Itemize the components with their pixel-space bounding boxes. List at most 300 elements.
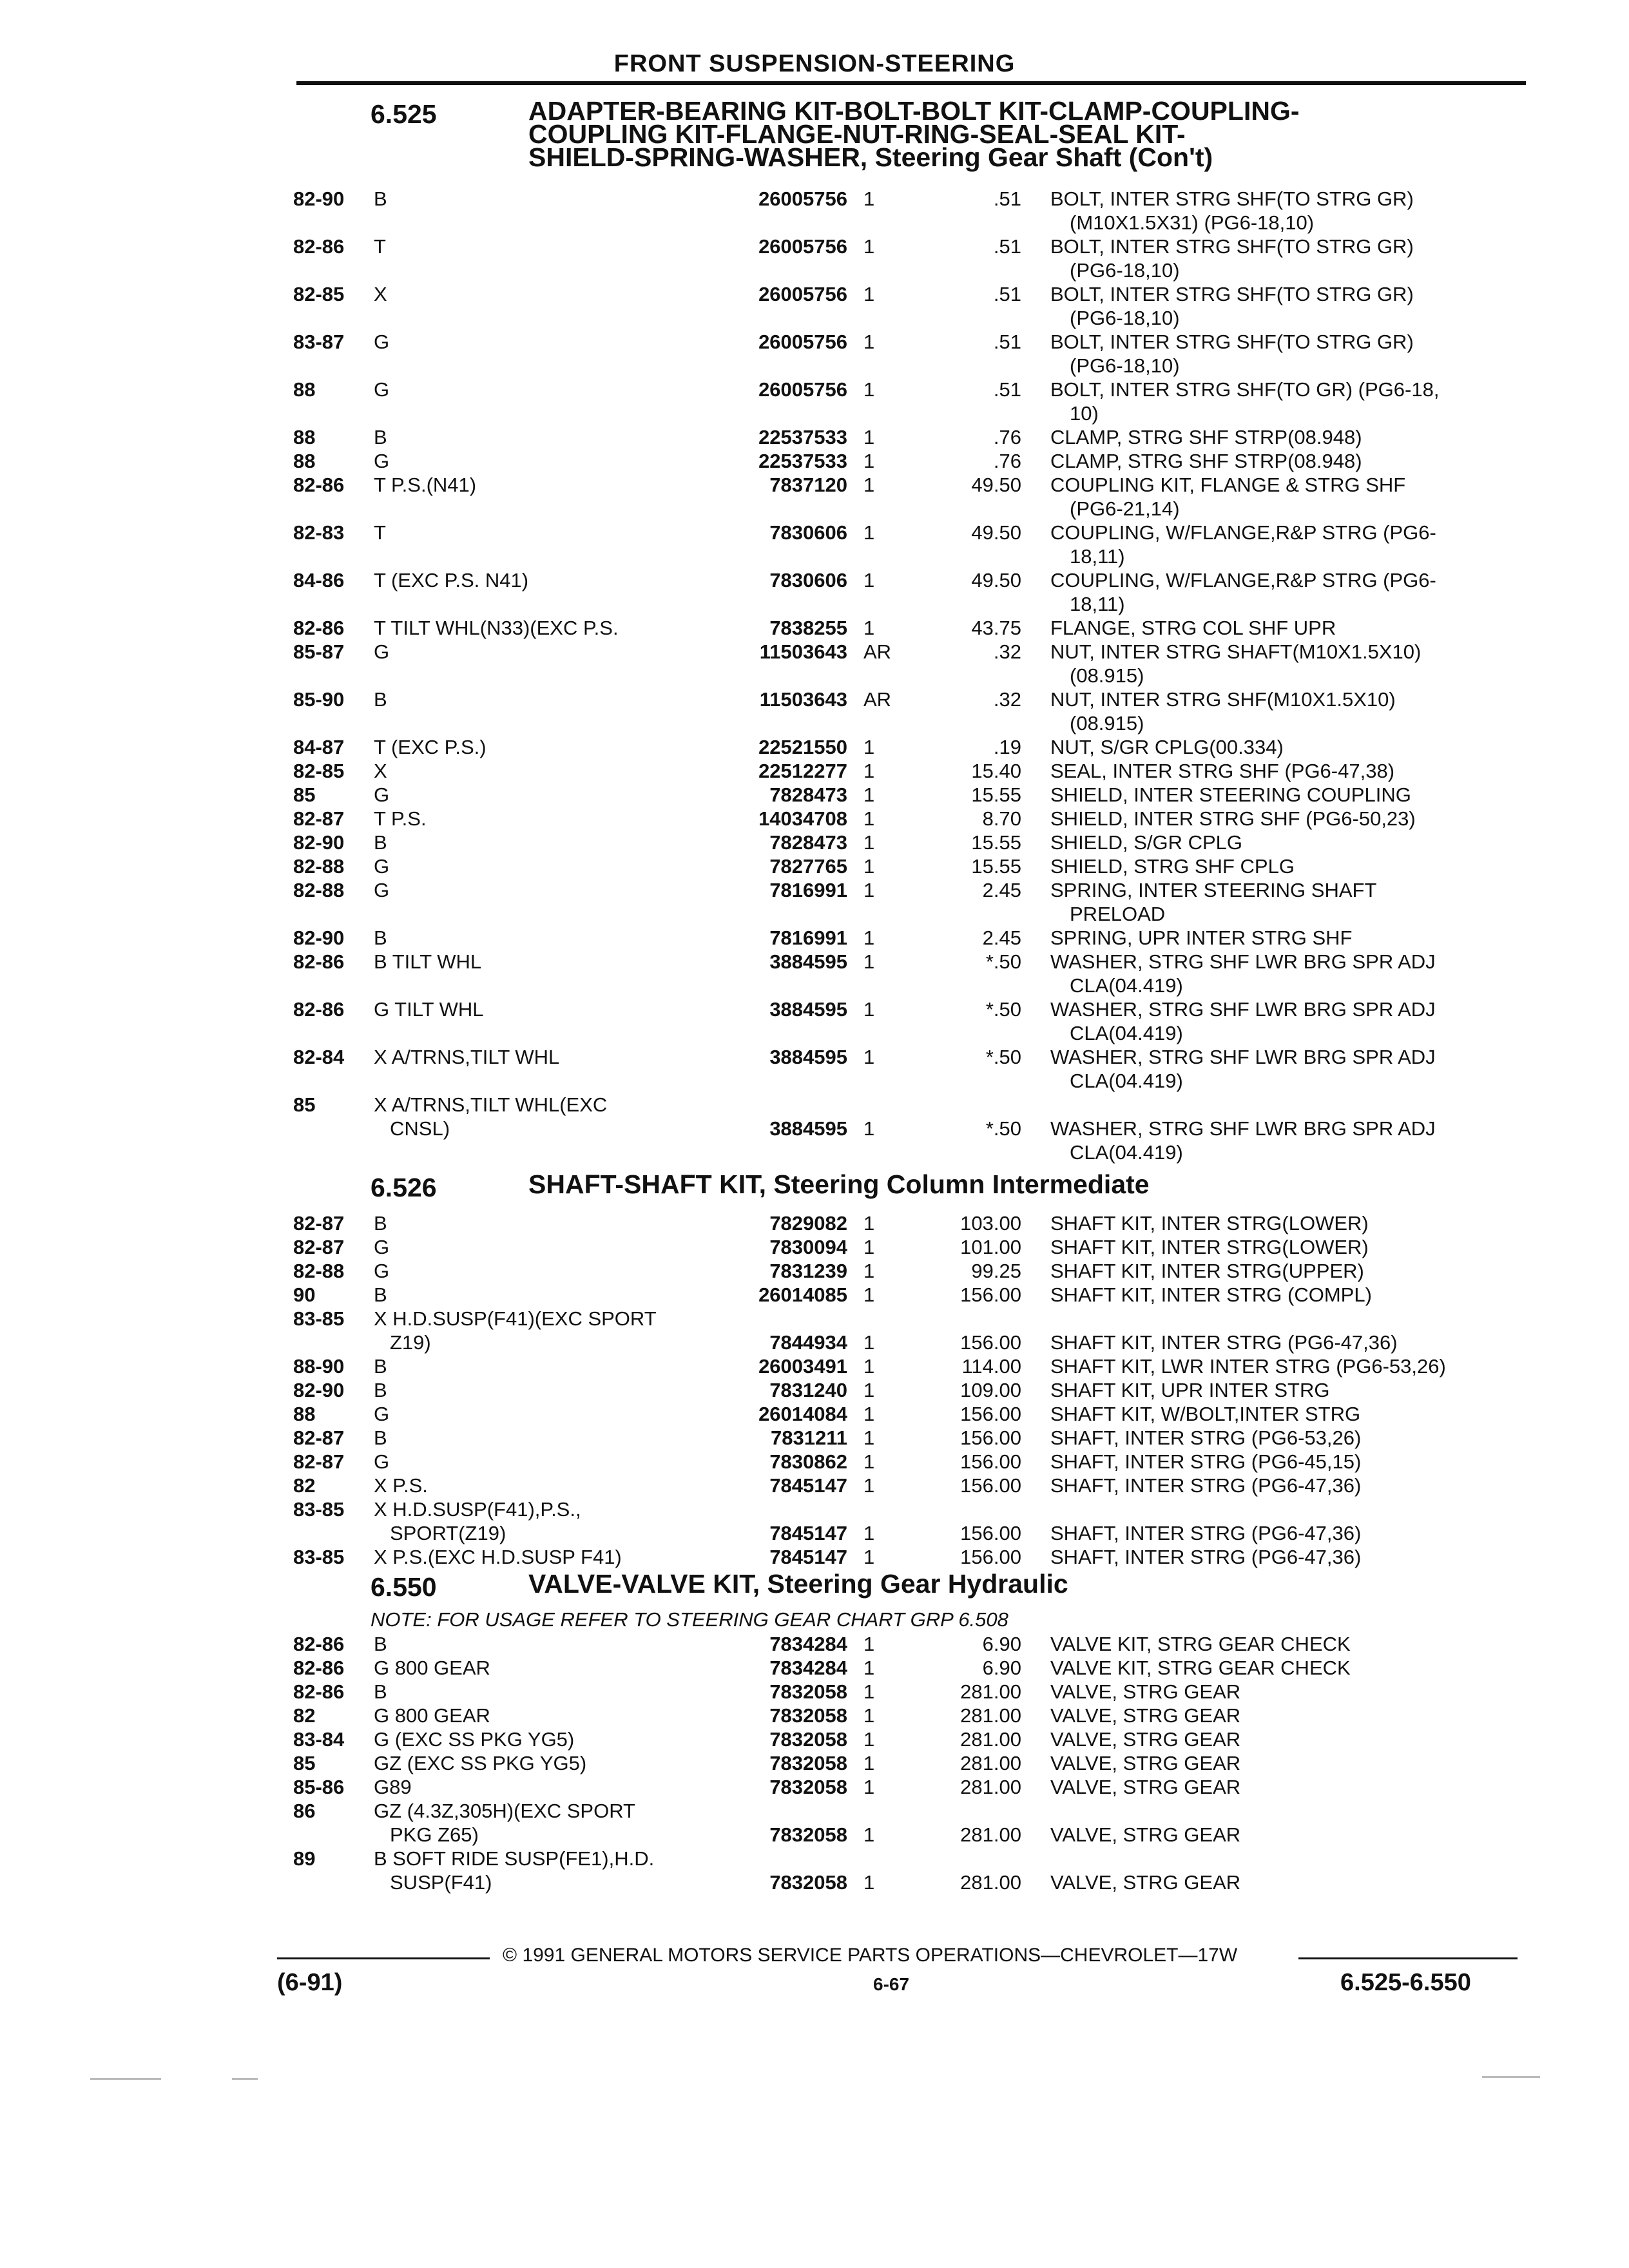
year-range: 82-85 [293, 283, 345, 305]
description-continued: (PG6-18,10) [1070, 307, 1180, 329]
table-row [0, 521, 1629, 568]
description: CLAMP, STRG SHF STRP(08.948) [1050, 426, 1362, 448]
year-range: 85-87 [293, 640, 345, 663]
table-row [0, 831, 1629, 854]
model-code: X P.S.(EXC H.D.SUSP F41) [374, 1546, 622, 1568]
part-number: 3884595 [769, 998, 847, 1021]
price: 15.40 [971, 760, 1021, 782]
table-row [0, 878, 1629, 926]
part-number: 3884595 [769, 1046, 847, 1068]
table-row [0, 783, 1629, 807]
table-row [0, 1474, 1629, 1497]
year-range: 82-90 [293, 1379, 345, 1401]
description-continued: (PG6-21,14) [1070, 497, 1180, 520]
description: BOLT, INTER STRG SHF(TO STRG GR) [1050, 283, 1414, 305]
price: .19 [993, 736, 1021, 758]
price: 156.00 [960, 1450, 1021, 1473]
table-row [0, 378, 1629, 425]
table-row [0, 616, 1629, 640]
table-row [0, 854, 1629, 878]
model-code: G [374, 378, 390, 401]
description-continued: PRELOAD [1070, 903, 1166, 925]
part-number: 26005756 [758, 235, 847, 258]
section-name-line: COUPLING KIT-FLANGE-NUT-RING-SEAL-SEAL KIT- [528, 119, 1186, 149]
table-row [0, 1545, 1629, 1569]
page-title: FRONT SUSPENSION-STEERING [613, 50, 1016, 77]
model-code-continued: CNSL) [390, 1117, 450, 1140]
price: 156.00 [960, 1331, 1021, 1354]
year-range: 83-87 [293, 331, 345, 353]
quantity: 1 [863, 331, 875, 353]
description: VALVE, STRG GEAR [1050, 1871, 1241, 1894]
quantity: 1 [863, 760, 875, 782]
price: 281.00 [960, 1871, 1021, 1894]
quantity: 1 [863, 1427, 875, 1449]
description: BOLT, INTER STRG SHF(TO STRG GR) [1050, 235, 1414, 258]
description: CLAMP, STRG SHF STRP(08.948) [1050, 450, 1362, 472]
model-code: GZ (4.3Z,305H)(EXC SPORT [374, 1800, 635, 1822]
part-number: 7838255 [769, 617, 847, 639]
description-continued: (PG6-18,10) [1070, 259, 1180, 282]
quantity: 1 [863, 1403, 875, 1425]
description-continued: CLA(04.419) [1070, 1022, 1183, 1044]
table-row [0, 1045, 1629, 1093]
table-row [0, 1497, 1629, 1545]
part-number: 7834284 [769, 1633, 847, 1655]
year-range: 82-86 [293, 1657, 345, 1679]
model-code: T P.S. [374, 807, 427, 830]
price: 281.00 [960, 1823, 1021, 1846]
year-range: 88 [293, 426, 316, 448]
scan-mark [90, 2078, 161, 2080]
model-code: G [374, 879, 390, 901]
part-number: 7831239 [769, 1260, 847, 1282]
price: .51 [993, 331, 1021, 353]
year-range: 82-87 [293, 1450, 345, 1473]
price: 6.90 [982, 1633, 1021, 1655]
year-range: 82-86 [293, 617, 345, 639]
model-code: X H.D.SUSP(F41)(EXC SPORT [374, 1307, 657, 1330]
part-number: 7816991 [769, 879, 847, 901]
price: 281.00 [960, 1776, 1021, 1798]
table-row [0, 1704, 1629, 1727]
description: SHIELD, INTER STEERING COUPLING [1050, 783, 1411, 806]
part-number: 26005756 [758, 378, 847, 401]
model-code: GZ (EXC SS PKG YG5) [374, 1752, 587, 1774]
quantity: 1 [863, 187, 875, 210]
scan-mark [232, 2078, 258, 2080]
table-row [0, 282, 1629, 330]
model-code: G [374, 783, 390, 806]
section-number: 6.526 [371, 1173, 437, 1202]
quantity: 1 [863, 1728, 875, 1751]
table-row [0, 640, 1629, 687]
model-code: B [374, 426, 387, 448]
quantity: 1 [863, 1776, 875, 1798]
price: .76 [993, 450, 1021, 472]
table-row [0, 449, 1629, 473]
year-range: 83-85 [293, 1307, 345, 1330]
quantity: 1 [863, 283, 875, 305]
description-continued: CLA(04.419) [1070, 974, 1183, 997]
part-number: 7830094 [769, 1236, 847, 1258]
model-code: T P.S.(N41) [374, 474, 477, 496]
part-number: 22537533 [758, 450, 847, 472]
part-number: 7832058 [769, 1704, 847, 1727]
year-range: 89 [293, 1847, 316, 1870]
year-range: 82-86 [293, 950, 345, 973]
table-row [0, 1235, 1629, 1259]
quantity: 1 [863, 1704, 875, 1727]
quantity: 1 [863, 1379, 875, 1401]
year-range: 85 [293, 1752, 316, 1774]
price: 6.90 [982, 1657, 1021, 1679]
model-code: B [374, 1283, 387, 1306]
part-number: 11503643 [759, 688, 847, 711]
quantity: AR [863, 688, 892, 711]
year-range: 88-90 [293, 1355, 345, 1378]
year-range: 82 [293, 1474, 316, 1497]
year-range: 82-88 [293, 879, 345, 901]
footer-copyright: © 1991 GENERAL MOTORS SERVICE PARTS OPERATIONS—CHEVROLET—17W [503, 1945, 1238, 1966]
model-code-continued: Z19) [390, 1331, 431, 1354]
part-number: 14034708 [758, 807, 847, 830]
description: SPRING, UPR INTER STRG SHF [1050, 927, 1353, 949]
description: COUPLING KIT, FLANGE & STRG SHF [1050, 474, 1406, 496]
part-number: 26014085 [758, 1283, 847, 1306]
description-continued: (PG6-18,10) [1070, 354, 1180, 377]
price: *.50 [985, 1117, 1021, 1140]
quantity: 1 [863, 1752, 875, 1774]
quantity: 1 [863, 474, 875, 496]
year-range: 85 [293, 1093, 316, 1116]
description-continued: (08.915) [1070, 664, 1144, 687]
table-row [0, 1680, 1629, 1704]
price: 15.55 [971, 855, 1021, 878]
table-row [0, 425, 1629, 449]
description: VALVE KIT, STRG GEAR CHECK [1050, 1657, 1351, 1679]
price: 114.00 [961, 1355, 1021, 1378]
price: 43.75 [971, 617, 1021, 639]
model-code: X P.S. [374, 1474, 428, 1497]
description: SHAFT KIT, UPR INTER STRG [1050, 1379, 1330, 1401]
footer-rule [277, 1957, 490, 1959]
model-code: T TILT WHL(N33)(EXC P.S. [374, 617, 619, 639]
quantity: 1 [863, 1260, 875, 1282]
section-name-line: SHIELD-SPRING-WASHER, Steering Gear Shaft (Con't) [528, 142, 1213, 172]
quantity: 1 [863, 1236, 875, 1258]
quantity: 1 [863, 1046, 875, 1068]
price: .51 [993, 235, 1021, 258]
quantity: 1 [863, 450, 875, 472]
quantity: 1 [863, 1450, 875, 1473]
year-range: 85 [293, 783, 316, 806]
year-range: 82-90 [293, 187, 345, 210]
year-range: 82-87 [293, 1427, 345, 1449]
model-code: G89 [374, 1776, 412, 1798]
model-code: X A/TRNS,TILT WHL(EXC [374, 1093, 608, 1116]
price: 281.00 [960, 1704, 1021, 1727]
quantity: 1 [863, 927, 875, 949]
price: *.50 [985, 950, 1021, 973]
table-row [0, 1775, 1629, 1799]
description: SHAFT KIT, INTER STRG (COMPL) [1050, 1283, 1372, 1306]
model-code: G [374, 331, 390, 353]
year-range: 82-90 [293, 927, 345, 949]
model-code: G [374, 450, 390, 472]
price: .51 [993, 378, 1021, 401]
description: SHIELD, STRG SHF CPLG [1050, 855, 1295, 878]
year-range: 90 [293, 1283, 316, 1306]
quantity: 1 [863, 1871, 875, 1894]
description: NUT, S/GR CPLG(00.334) [1050, 736, 1284, 758]
price: 49.50 [971, 569, 1021, 591]
table-row [0, 1727, 1629, 1751]
year-range: 82-90 [293, 831, 345, 854]
price: .76 [993, 426, 1021, 448]
model-code: B [374, 1427, 387, 1449]
description-continued: CLA(04.419) [1070, 1070, 1183, 1092]
table-row [0, 950, 1629, 997]
table-row [0, 807, 1629, 831]
table-row [0, 1307, 1629, 1354]
model-code: G [374, 1403, 390, 1425]
year-range: 82-88 [293, 1260, 345, 1282]
year-range: 82-86 [293, 1633, 345, 1655]
table-row [0, 926, 1629, 950]
price: 281.00 [960, 1728, 1021, 1751]
model-code: T [374, 235, 386, 258]
part-number: 7845147 [769, 1474, 847, 1497]
price: *.50 [985, 1046, 1021, 1068]
table-row [0, 1656, 1629, 1680]
model-code: X [374, 760, 387, 782]
model-code: X [374, 283, 387, 305]
model-code: G (EXC SS PKG YG5) [374, 1728, 575, 1751]
model-code: B SOFT RIDE SUSP(FE1),H.D. [374, 1847, 655, 1870]
quantity: 1 [863, 855, 875, 878]
table-row [0, 759, 1629, 783]
description: VALVE, STRG GEAR [1050, 1680, 1241, 1703]
description-continued: CLA(04.419) [1070, 1141, 1183, 1164]
year-range: 83-85 [293, 1546, 345, 1568]
year-range: 82-86 [293, 235, 345, 258]
part-number: 11503643 [759, 640, 847, 663]
year-range: 82-87 [293, 1212, 345, 1235]
table-row [0, 997, 1629, 1045]
part-number: 7832058 [769, 1823, 847, 1846]
description: SEAL, INTER STRG SHF (PG6-47,38) [1050, 760, 1395, 782]
description-continued: (08.915) [1070, 712, 1144, 735]
model-code: G [374, 1450, 390, 1473]
title-rule [296, 81, 1526, 85]
price: 103.00 [960, 1212, 1021, 1235]
table-row [0, 1847, 1629, 1894]
description: VALVE, STRG GEAR [1050, 1823, 1241, 1846]
table-row [0, 568, 1629, 616]
price: 99.25 [971, 1260, 1021, 1282]
price: 49.50 [971, 474, 1021, 496]
description: NUT, INTER STRG SHF(M10X1.5X10) [1050, 688, 1396, 711]
model-code: X H.D.SUSP(F41),P.S., [374, 1498, 581, 1521]
description: COUPLING, W/FLANGE,R&P STRG (PG6- [1050, 569, 1436, 591]
quantity: 1 [863, 1355, 875, 1378]
description: SHAFT KIT, INTER STRG(UPPER) [1050, 1260, 1364, 1282]
part-number: 3884595 [769, 950, 847, 973]
table-row [0, 1632, 1629, 1656]
section-name [528, 1569, 1559, 1599]
quantity: 1 [863, 1823, 875, 1846]
description: SHAFT, INTER STRG (PG6-53,26) [1050, 1427, 1362, 1449]
description: BOLT, INTER STRG SHF(TO GR) (PG6-18, [1050, 378, 1440, 401]
description: BOLT, INTER STRG SHF(TO STRG GR) [1050, 187, 1414, 210]
description-continued: 18,11) [1070, 545, 1125, 568]
part-number: 26005756 [758, 331, 847, 353]
description: SHAFT KIT, INTER STRG (PG6-47,36) [1050, 1331, 1398, 1354]
footer-page-number: 6-67 [873, 1974, 910, 1994]
description: SHAFT KIT, W/BOLT,INTER STRG [1050, 1403, 1361, 1425]
model-code-continued: PKG Z65) [390, 1823, 479, 1846]
description: WASHER, STRG SHF LWR BRG SPR ADJ [1050, 1117, 1436, 1140]
description: VALVE, STRG GEAR [1050, 1752, 1241, 1774]
part-number: 7830606 [769, 569, 847, 591]
description: VALVE, STRG GEAR [1050, 1704, 1241, 1727]
quantity: 1 [863, 569, 875, 591]
part-number: 26005756 [758, 187, 847, 210]
part-number: 7831240 [769, 1379, 847, 1401]
price: 156.00 [960, 1474, 1021, 1497]
table-row [0, 1354, 1629, 1378]
model-code: B [374, 831, 387, 854]
quantity: 1 [863, 998, 875, 1021]
quantity: 1 [863, 1212, 875, 1235]
part-number: 7837120 [769, 474, 847, 496]
part-number: 7829082 [769, 1212, 847, 1235]
price: 281.00 [960, 1752, 1021, 1774]
price: 156.00 [960, 1403, 1021, 1425]
description: SHAFT, INTER STRG (PG6-47,36) [1050, 1522, 1362, 1544]
year-range: 83-84 [293, 1728, 345, 1751]
part-number: 26014084 [758, 1403, 847, 1425]
table-row [0, 1799, 1629, 1847]
description-continued: 18,11) [1070, 593, 1125, 615]
price: 8.70 [982, 807, 1021, 830]
description: SHAFT, INTER STRG (PG6-47,36) [1050, 1546, 1362, 1568]
table-row [0, 1211, 1629, 1235]
table-row [0, 1093, 1629, 1164]
description: VALVE, STRG GEAR [1050, 1776, 1241, 1798]
quantity: 1 [863, 1283, 875, 1306]
part-number: 22537533 [758, 426, 847, 448]
year-range: 82-87 [293, 1236, 345, 1258]
footer-rule [1298, 1957, 1518, 1959]
quantity: 1 [863, 1522, 875, 1544]
model-code: G 800 GEAR [374, 1704, 490, 1727]
table-row [0, 735, 1629, 759]
quantity: 1 [863, 1474, 875, 1497]
model-code: T (EXC P.S.) [374, 736, 487, 758]
year-range: 82-86 [293, 1680, 345, 1703]
year-range: 84-86 [293, 569, 345, 591]
year-range: 82-85 [293, 760, 345, 782]
year-range: 85-90 [293, 688, 345, 711]
quantity: 1 [863, 831, 875, 854]
model-code: B [374, 1633, 387, 1655]
year-range: 85-86 [293, 1776, 345, 1798]
quantity: 1 [863, 426, 875, 448]
section-name-line: SHAFT-SHAFT KIT, Steering Column Intermediate [528, 1169, 1150, 1199]
part-number: 7845147 [769, 1522, 847, 1544]
model-code: G 800 GEAR [374, 1657, 490, 1679]
quantity: 1 [863, 807, 875, 830]
description: WASHER, STRG SHF LWR BRG SPR ADJ [1050, 950, 1436, 973]
quantity: 1 [863, 1680, 875, 1703]
model-code: X A/TRNS,TILT WHL [374, 1046, 560, 1068]
year-range: 82-83 [293, 521, 345, 544]
quantity: 1 [863, 1331, 875, 1354]
model-code: B [374, 187, 387, 210]
description: BOLT, INTER STRG SHF(TO STRG GR) [1050, 331, 1414, 353]
quantity: 1 [863, 879, 875, 901]
year-range: 82-88 [293, 855, 345, 878]
table-row [0, 1378, 1629, 1402]
model-code: G [374, 640, 390, 663]
table-row [0, 1259, 1629, 1283]
description: SPRING, INTER STEERING SHAFT [1050, 879, 1377, 901]
year-range: 82-86 [293, 998, 345, 1021]
model-code: B [374, 927, 387, 949]
part-number: 7830606 [769, 521, 847, 544]
model-code: B [374, 1212, 387, 1235]
table-row [0, 330, 1629, 378]
year-range: 82-84 [293, 1046, 345, 1068]
quantity: AR [863, 640, 892, 663]
quantity: 1 [863, 950, 875, 973]
part-number: 3884595 [769, 1117, 847, 1140]
description: SHAFT KIT, INTER STRG(LOWER) [1050, 1236, 1369, 1258]
price: 15.55 [971, 831, 1021, 854]
description: NUT, INTER STRG SHAFT(M10X1.5X10) [1050, 640, 1422, 663]
model-code: G [374, 1236, 390, 1258]
quantity: 1 [863, 521, 875, 544]
price: 101.00 [960, 1236, 1021, 1258]
part-number: 7832058 [769, 1871, 847, 1894]
description: SHAFT, INTER STRG (PG6-45,15) [1050, 1450, 1362, 1473]
price: 49.50 [971, 521, 1021, 544]
price: .32 [993, 688, 1021, 711]
description-continued: (M10X1.5X31) (PG6-18,10) [1070, 211, 1315, 234]
price: 156.00 [960, 1546, 1021, 1568]
price: 156.00 [960, 1522, 1021, 1544]
price: 2.45 [982, 879, 1021, 901]
table-row [0, 235, 1629, 282]
part-number: 7827765 [769, 855, 847, 878]
section-name-line: ADAPTER-BEARING KIT-BOLT-BOLT KIT-CLAMP-COUPLING- [528, 96, 1300, 126]
quantity: 1 [863, 617, 875, 639]
year-range: 82-87 [293, 807, 345, 830]
section-name-line: VALVE-VALVE KIT, Steering Gear Hydraulic [528, 1569, 1068, 1599]
model-code: B [374, 1680, 387, 1703]
table-row [0, 687, 1629, 735]
section-name [528, 96, 1559, 172]
part-number: 7816991 [769, 927, 847, 949]
price: 281.00 [960, 1680, 1021, 1703]
model-code: B [374, 1379, 387, 1401]
section-number: 6.550 [371, 1572, 437, 1602]
part-number: 7828473 [769, 783, 847, 806]
part-number: 26003491 [758, 1355, 847, 1378]
part-number: 7832058 [769, 1728, 847, 1751]
